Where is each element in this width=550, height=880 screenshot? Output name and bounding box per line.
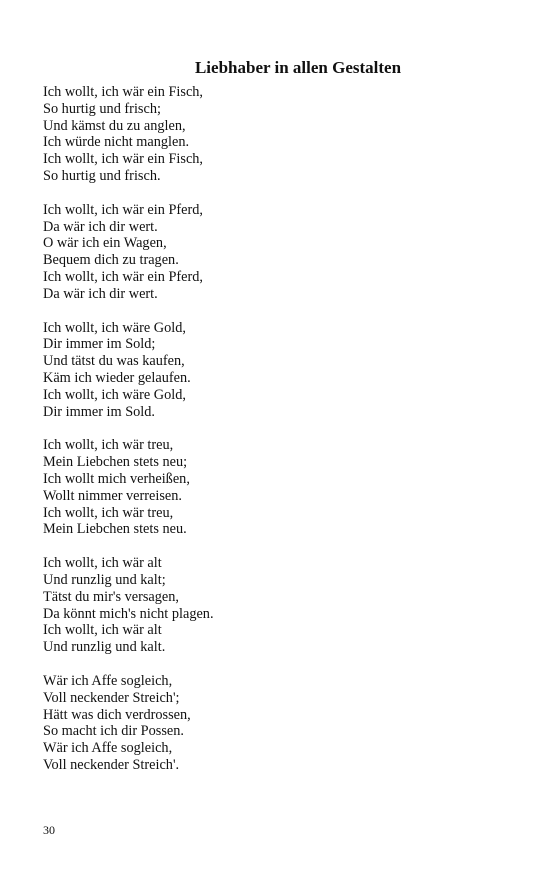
page-number: 30 [43, 823, 55, 837]
poem-line: So hurtig und frisch. [43, 167, 161, 184]
poem-line: Und tätst du was kaufen, [43, 353, 185, 370]
poem-line: Da könnt mich's nicht plagen. [43, 605, 214, 622]
poem-line: Wär ich Affe sogleich, [43, 740, 173, 757]
poem-line: Da wär ich dir wert. [43, 218, 158, 235]
stanza-5 [43, 555, 523, 656]
poem-line: Und runzlig und kalt. [43, 639, 166, 656]
poem-line: Tätst du mir's versagen, [43, 588, 179, 605]
poem-body [43, 84, 523, 791]
poem-line: Ich wollt, ich wär alt [43, 555, 162, 572]
poem-line: O wär ich ein Wagen, [43, 235, 167, 252]
poem-line: Voll neckender Streich'; [43, 689, 180, 706]
poem-line: Käm ich wieder gelaufen. [43, 369, 191, 386]
poem-line: Ich wollt, ich wär treu, [43, 437, 174, 454]
stanza-1 [43, 84, 523, 185]
poem-line: Dir immer im Sold. [43, 403, 155, 420]
poem-line: Bequem dich zu tragen. [43, 252, 179, 269]
stanza-6 [43, 673, 523, 774]
poem-line: Und kämst du zu anglen, [43, 117, 186, 134]
poem-line: Ich wollt, ich wär ein Pferd, [43, 201, 203, 218]
poem-line: Wollt nimmer verreisen. [43, 487, 182, 504]
poem-line: Und runzlig und kalt; [43, 571, 166, 588]
poem-line: Ich wollt, ich wär ein Pferd, [43, 268, 203, 285]
poem-line: Ich wollt, ich wär ein Fisch, [43, 151, 204, 168]
poem-line: Mein Liebchen stets neu; [43, 454, 188, 471]
poem-line: Ich würde nicht manglen. [43, 134, 190, 151]
poem-line: So hurtig und frisch; [43, 100, 161, 117]
stanza-4 [43, 437, 523, 538]
poem-line: Ich wollt mich verheißen, [43, 470, 190, 487]
poem-line: Hätt was dich verdrossen, [43, 706, 191, 723]
poem-line: Da wär ich dir wert. [43, 285, 158, 302]
poem-line: Ich wollt, ich wär treu, [43, 504, 174, 521]
poem-line: Wär ich Affe sogleich, [43, 672, 173, 689]
poem-line: Voll neckender Streich'. [43, 756, 180, 773]
poem-line: Ich wollt, ich wär ein Fisch, [43, 84, 204, 100]
poem-line: Ich wollt, ich wär alt [43, 622, 162, 639]
poem-line: Ich wollt, ich wäre Gold, [43, 386, 186, 403]
poem-line: Dir immer im Sold; [43, 336, 156, 353]
stanza-3 [43, 320, 523, 421]
stanza-2 [43, 202, 523, 303]
poem-line: So macht ich dir Possen. [43, 723, 184, 740]
poem-line: Ich wollt, ich wäre Gold, [43, 319, 186, 336]
poem-line: Mein Liebchen stets neu. [43, 521, 187, 538]
poem-title: Liebhaber in allen Gestalten [194, 58, 402, 77]
